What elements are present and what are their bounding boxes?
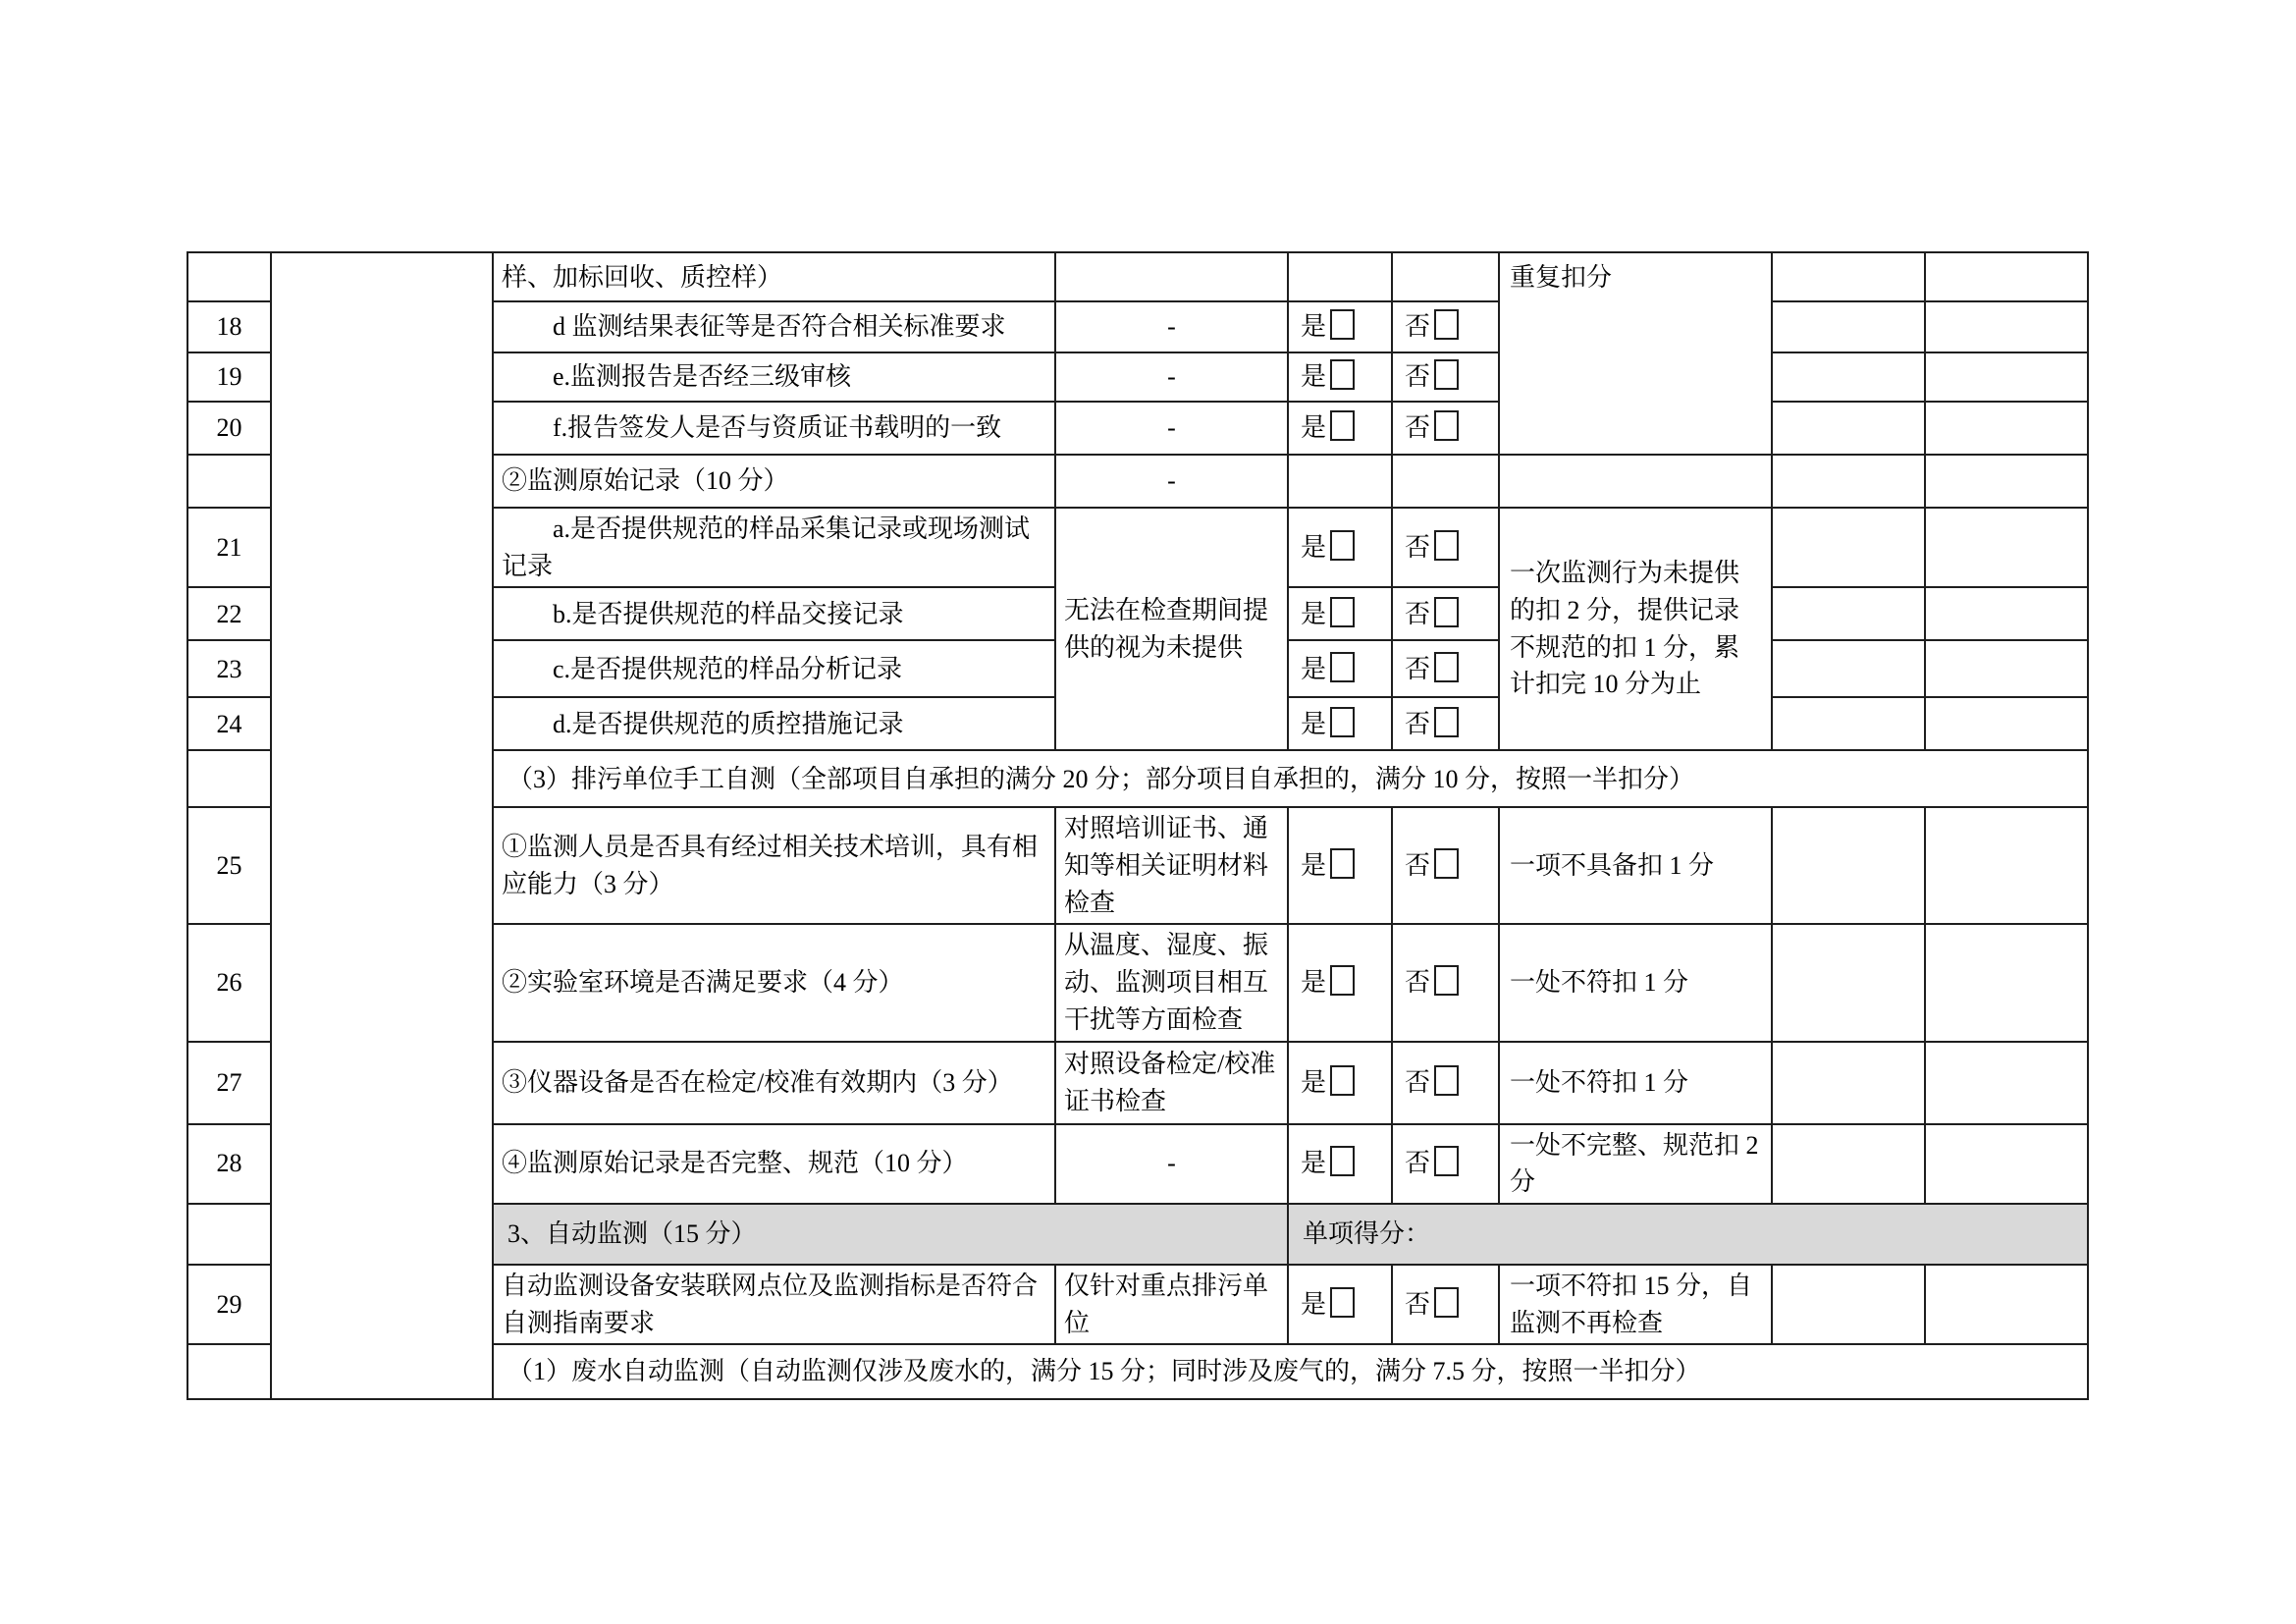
yes-checkbox[interactable] bbox=[1330, 1065, 1355, 1096]
auto-monitor-title-cell: 3、自动监测（15 分） bbox=[493, 1204, 1288, 1265]
no-checkbox[interactable] bbox=[1434, 410, 1459, 441]
row-number-cell: 22 bbox=[187, 587, 271, 640]
no-cell bbox=[1392, 924, 1499, 1041]
yes-label: 是 bbox=[1301, 1067, 1327, 1097]
row-number-cell: 20 bbox=[187, 402, 271, 455]
method-cell: - bbox=[1055, 402, 1288, 455]
score-blank-cell[interactable] bbox=[1772, 1124, 1925, 1204]
item-cell: ④监测原始记录是否完整、规范（10 分） bbox=[493, 1124, 1055, 1204]
no-checkbox[interactable] bbox=[1434, 1287, 1459, 1318]
no-cell bbox=[1392, 252, 1499, 301]
score-blank-cell[interactable] bbox=[1772, 1042, 1925, 1124]
yes-checkbox[interactable] bbox=[1330, 848, 1355, 879]
item-score-cell[interactable]: 单项得分： bbox=[1288, 1204, 2088, 1265]
no-checkbox[interactable] bbox=[1434, 965, 1459, 996]
method-cell bbox=[1055, 252, 1288, 301]
item-cell: ②监测原始记录（10 分） bbox=[493, 455, 1055, 508]
item-cell: f.报告签发人是否与资质证书载明的一致 bbox=[493, 402, 1055, 455]
no-checkbox[interactable] bbox=[1434, 597, 1459, 627]
no-cell bbox=[1392, 301, 1499, 352]
method-cell: - bbox=[1055, 301, 1288, 352]
yes-label: 是 bbox=[1301, 312, 1327, 342]
yes-cell bbox=[1288, 1265, 1392, 1344]
remark-blank-cell[interactable] bbox=[1925, 1265, 2088, 1344]
score-blank-cell[interactable] bbox=[1772, 252, 1925, 301]
yes-checkbox[interactable] bbox=[1330, 652, 1355, 682]
score-blank-cell[interactable] bbox=[1772, 402, 1925, 455]
no-checkbox[interactable] bbox=[1434, 1065, 1459, 1096]
remark-blank-cell[interactable] bbox=[1925, 352, 2088, 402]
yes-cell bbox=[1288, 455, 1392, 508]
item-cell: a.是否提供规范的样品采集记录或现场测试记录 bbox=[493, 508, 1055, 587]
row-number-cell: 25 bbox=[187, 807, 271, 924]
no-cell bbox=[1392, 402, 1499, 455]
method-cell: 对照培训证书、通知等相关证明材料检查 bbox=[1055, 807, 1288, 924]
yes-cell bbox=[1288, 587, 1392, 640]
no-checkbox[interactable] bbox=[1434, 707, 1459, 737]
yes-cell bbox=[1288, 924, 1392, 1041]
remark-blank-cell[interactable] bbox=[1925, 508, 2088, 587]
row-number-cell: 28 bbox=[187, 1124, 271, 1204]
item-cell: 样、加标回收、质控样） bbox=[493, 252, 1055, 301]
item-cell: 自动监测设备安装联网点位及监测指标是否符合自测指南要求 bbox=[493, 1265, 1055, 1344]
method-cell: 从温度、湿度、振动、监测项目相互干扰等方面检查 bbox=[1055, 924, 1288, 1041]
no-cell bbox=[1392, 697, 1499, 750]
row-number-cell: 23 bbox=[187, 640, 271, 697]
item-cell: d 监测结果表征等是否符合相关标准要求 bbox=[493, 301, 1055, 352]
yes-label: 是 bbox=[1301, 709, 1327, 738]
yes-cell bbox=[1288, 1042, 1392, 1124]
row-number-cell: 19 bbox=[187, 352, 271, 402]
remark-blank-cell[interactable] bbox=[1925, 587, 2088, 640]
row-continuation bbox=[187, 252, 2088, 301]
row-number-cell: 24 bbox=[187, 697, 271, 750]
remark-blank-cell[interactable] bbox=[1925, 640, 2088, 697]
row-number-cell bbox=[187, 750, 271, 807]
yes-checkbox[interactable] bbox=[1330, 410, 1355, 441]
item-cell: b.是否提供规范的样品交接记录 bbox=[493, 587, 1055, 640]
section-header-cell: （1）废水自动监测（自动监测仅涉及废水的，满分 15 分；同时涉及废气的，满分 7.5 分，按照一半扣分） bbox=[493, 1344, 2088, 1399]
deduction-cell: 一处不完整、规范扣 2 分 bbox=[1499, 1124, 1772, 1204]
score-blank-cell[interactable] bbox=[1772, 301, 1925, 352]
yes-cell bbox=[1288, 402, 1392, 455]
row-number-cell bbox=[187, 455, 271, 508]
no-checkbox[interactable] bbox=[1434, 359, 1459, 390]
yes-checkbox[interactable] bbox=[1330, 965, 1355, 996]
score-blank-cell[interactable] bbox=[1772, 924, 1925, 1041]
yes-checkbox[interactable] bbox=[1330, 1287, 1355, 1318]
remark-blank-cell[interactable] bbox=[1925, 924, 2088, 1041]
method-cell: 无法在检查期间提供的视为未提供 bbox=[1055, 508, 1288, 750]
no-checkbox[interactable] bbox=[1434, 1146, 1459, 1176]
no-cell bbox=[1392, 352, 1499, 402]
yes-cell bbox=[1288, 697, 1392, 750]
score-blank-cell[interactable] bbox=[1772, 1265, 1925, 1344]
no-label: 否 bbox=[1405, 362, 1431, 392]
remark-blank-cell[interactable] bbox=[1925, 1042, 2088, 1124]
item-cell: ①监测人员是否具有经过相关技术培训，具有相应能力（3 分） bbox=[493, 807, 1055, 924]
section-header-cell: （3）排污单位手工自测（全部项目自承担的满分 20 分；部分项目自承担的，满分 10 分，按照一半扣分） bbox=[493, 750, 2088, 807]
row-number-cell bbox=[187, 1344, 271, 1399]
method-cell: - bbox=[1055, 1124, 1288, 1204]
no-label: 否 bbox=[1405, 1067, 1431, 1097]
deduction-cell: 一项不符扣 15 分，自监测不再检查 bbox=[1499, 1265, 1772, 1344]
yes-checkbox[interactable] bbox=[1330, 1146, 1355, 1176]
item-cell: ③仪器设备是否在检定/校准有效期内（3 分） bbox=[493, 1042, 1055, 1124]
yes-cell bbox=[1288, 807, 1392, 924]
no-label: 否 bbox=[1405, 709, 1431, 738]
yes-label: 是 bbox=[1301, 851, 1327, 881]
deduction-cell bbox=[1499, 455, 1772, 508]
no-label: 否 bbox=[1405, 599, 1431, 628]
assessment-table bbox=[187, 251, 2089, 1400]
deduction-cell: 一项不具备扣 1 分 bbox=[1499, 807, 1772, 924]
method-cell: 仅针对重点排污单位 bbox=[1055, 1265, 1288, 1344]
item-cell: ②实验室环境是否满足要求（4 分） bbox=[493, 924, 1055, 1041]
yes-label: 是 bbox=[1301, 532, 1327, 562]
row-number-cell: 26 bbox=[187, 924, 271, 1041]
no-cell bbox=[1392, 1042, 1499, 1124]
yes-label: 是 bbox=[1301, 654, 1327, 683]
yes-label: 是 bbox=[1301, 362, 1327, 392]
remark-blank-cell[interactable] bbox=[1925, 252, 2088, 301]
category-cell bbox=[271, 252, 493, 1399]
score-blank-cell[interactable] bbox=[1772, 640, 1925, 697]
method-cell: 对照设备检定/校准证书检查 bbox=[1055, 1042, 1288, 1124]
no-cell bbox=[1392, 807, 1499, 924]
yes-label: 是 bbox=[1301, 968, 1327, 998]
deduction-cell: 一处不符扣 1 分 bbox=[1499, 1042, 1772, 1124]
score-blank-cell[interactable] bbox=[1772, 697, 1925, 750]
no-checkbox[interactable] bbox=[1434, 652, 1459, 682]
no-label: 否 bbox=[1405, 968, 1431, 998]
yes-cell bbox=[1288, 301, 1392, 352]
no-checkbox[interactable] bbox=[1434, 309, 1459, 340]
no-label: 否 bbox=[1405, 1289, 1431, 1319]
no-checkbox[interactable] bbox=[1434, 848, 1459, 879]
yes-label: 是 bbox=[1301, 1289, 1327, 1319]
deduction-cell: 重复扣分 bbox=[1499, 252, 1772, 455]
no-label: 否 bbox=[1405, 532, 1431, 562]
no-cell bbox=[1392, 455, 1499, 508]
remark-blank-cell[interactable] bbox=[1925, 402, 2088, 455]
yes-cell bbox=[1288, 508, 1392, 587]
deduction-cell: 一处不符扣 1 分 bbox=[1499, 924, 1772, 1041]
row-number-cell: 29 bbox=[187, 1265, 271, 1344]
remark-blank-cell[interactable] bbox=[1925, 1124, 2088, 1204]
yes-checkbox[interactable] bbox=[1330, 707, 1355, 737]
no-cell bbox=[1392, 1124, 1499, 1204]
row-number-cell bbox=[187, 252, 271, 301]
yes-checkbox[interactable] bbox=[1330, 359, 1355, 390]
no-label: 否 bbox=[1405, 1149, 1431, 1178]
yes-checkbox[interactable] bbox=[1330, 530, 1355, 561]
yes-cell bbox=[1288, 640, 1392, 697]
item-cell: e.监测报告是否经三级审核 bbox=[493, 352, 1055, 402]
row-number-cell: 27 bbox=[187, 1042, 271, 1124]
score-blank-cell[interactable] bbox=[1772, 508, 1925, 587]
remark-blank-cell[interactable] bbox=[1925, 455, 2088, 508]
row-number-cell: 18 bbox=[187, 301, 271, 352]
remark-blank-cell[interactable] bbox=[1925, 807, 2088, 924]
remark-blank-cell[interactable] bbox=[1925, 697, 2088, 750]
no-cell bbox=[1392, 1265, 1499, 1344]
item-cell: d.是否提供规范的质控措施记录 bbox=[493, 697, 1055, 750]
yes-label: 是 bbox=[1301, 1149, 1327, 1178]
score-blank-cell[interactable] bbox=[1772, 587, 1925, 640]
no-label: 否 bbox=[1405, 654, 1431, 683]
item-cell: c.是否提供规范的样品分析记录 bbox=[493, 640, 1055, 697]
score-blank-cell[interactable] bbox=[1772, 807, 1925, 924]
yes-checkbox[interactable] bbox=[1330, 597, 1355, 627]
method-cell: - bbox=[1055, 352, 1288, 402]
score-blank-cell[interactable] bbox=[1772, 352, 1925, 402]
yes-checkbox[interactable] bbox=[1330, 309, 1355, 340]
row-number-cell bbox=[187, 1204, 271, 1265]
no-cell bbox=[1392, 508, 1499, 587]
no-cell bbox=[1392, 640, 1499, 697]
yes-label: 是 bbox=[1301, 413, 1327, 443]
no-cell bbox=[1392, 587, 1499, 640]
no-label: 否 bbox=[1405, 312, 1431, 342]
no-label: 否 bbox=[1405, 413, 1431, 443]
yes-cell bbox=[1288, 252, 1392, 301]
deduction-cell: 一次监测行为未提供的扣 2 分，提供记录不规范的扣 1 分，累计扣完 10 分为止 bbox=[1499, 508, 1772, 750]
no-label: 否 bbox=[1405, 851, 1431, 881]
method-cell: - bbox=[1055, 455, 1288, 508]
row-number-cell: 21 bbox=[187, 508, 271, 587]
remark-blank-cell[interactable] bbox=[1925, 301, 2088, 352]
yes-cell bbox=[1288, 352, 1392, 402]
yes-label: 是 bbox=[1301, 599, 1327, 628]
yes-cell bbox=[1288, 1124, 1392, 1204]
score-blank-cell[interactable] bbox=[1772, 455, 1925, 508]
no-checkbox[interactable] bbox=[1434, 530, 1459, 561]
